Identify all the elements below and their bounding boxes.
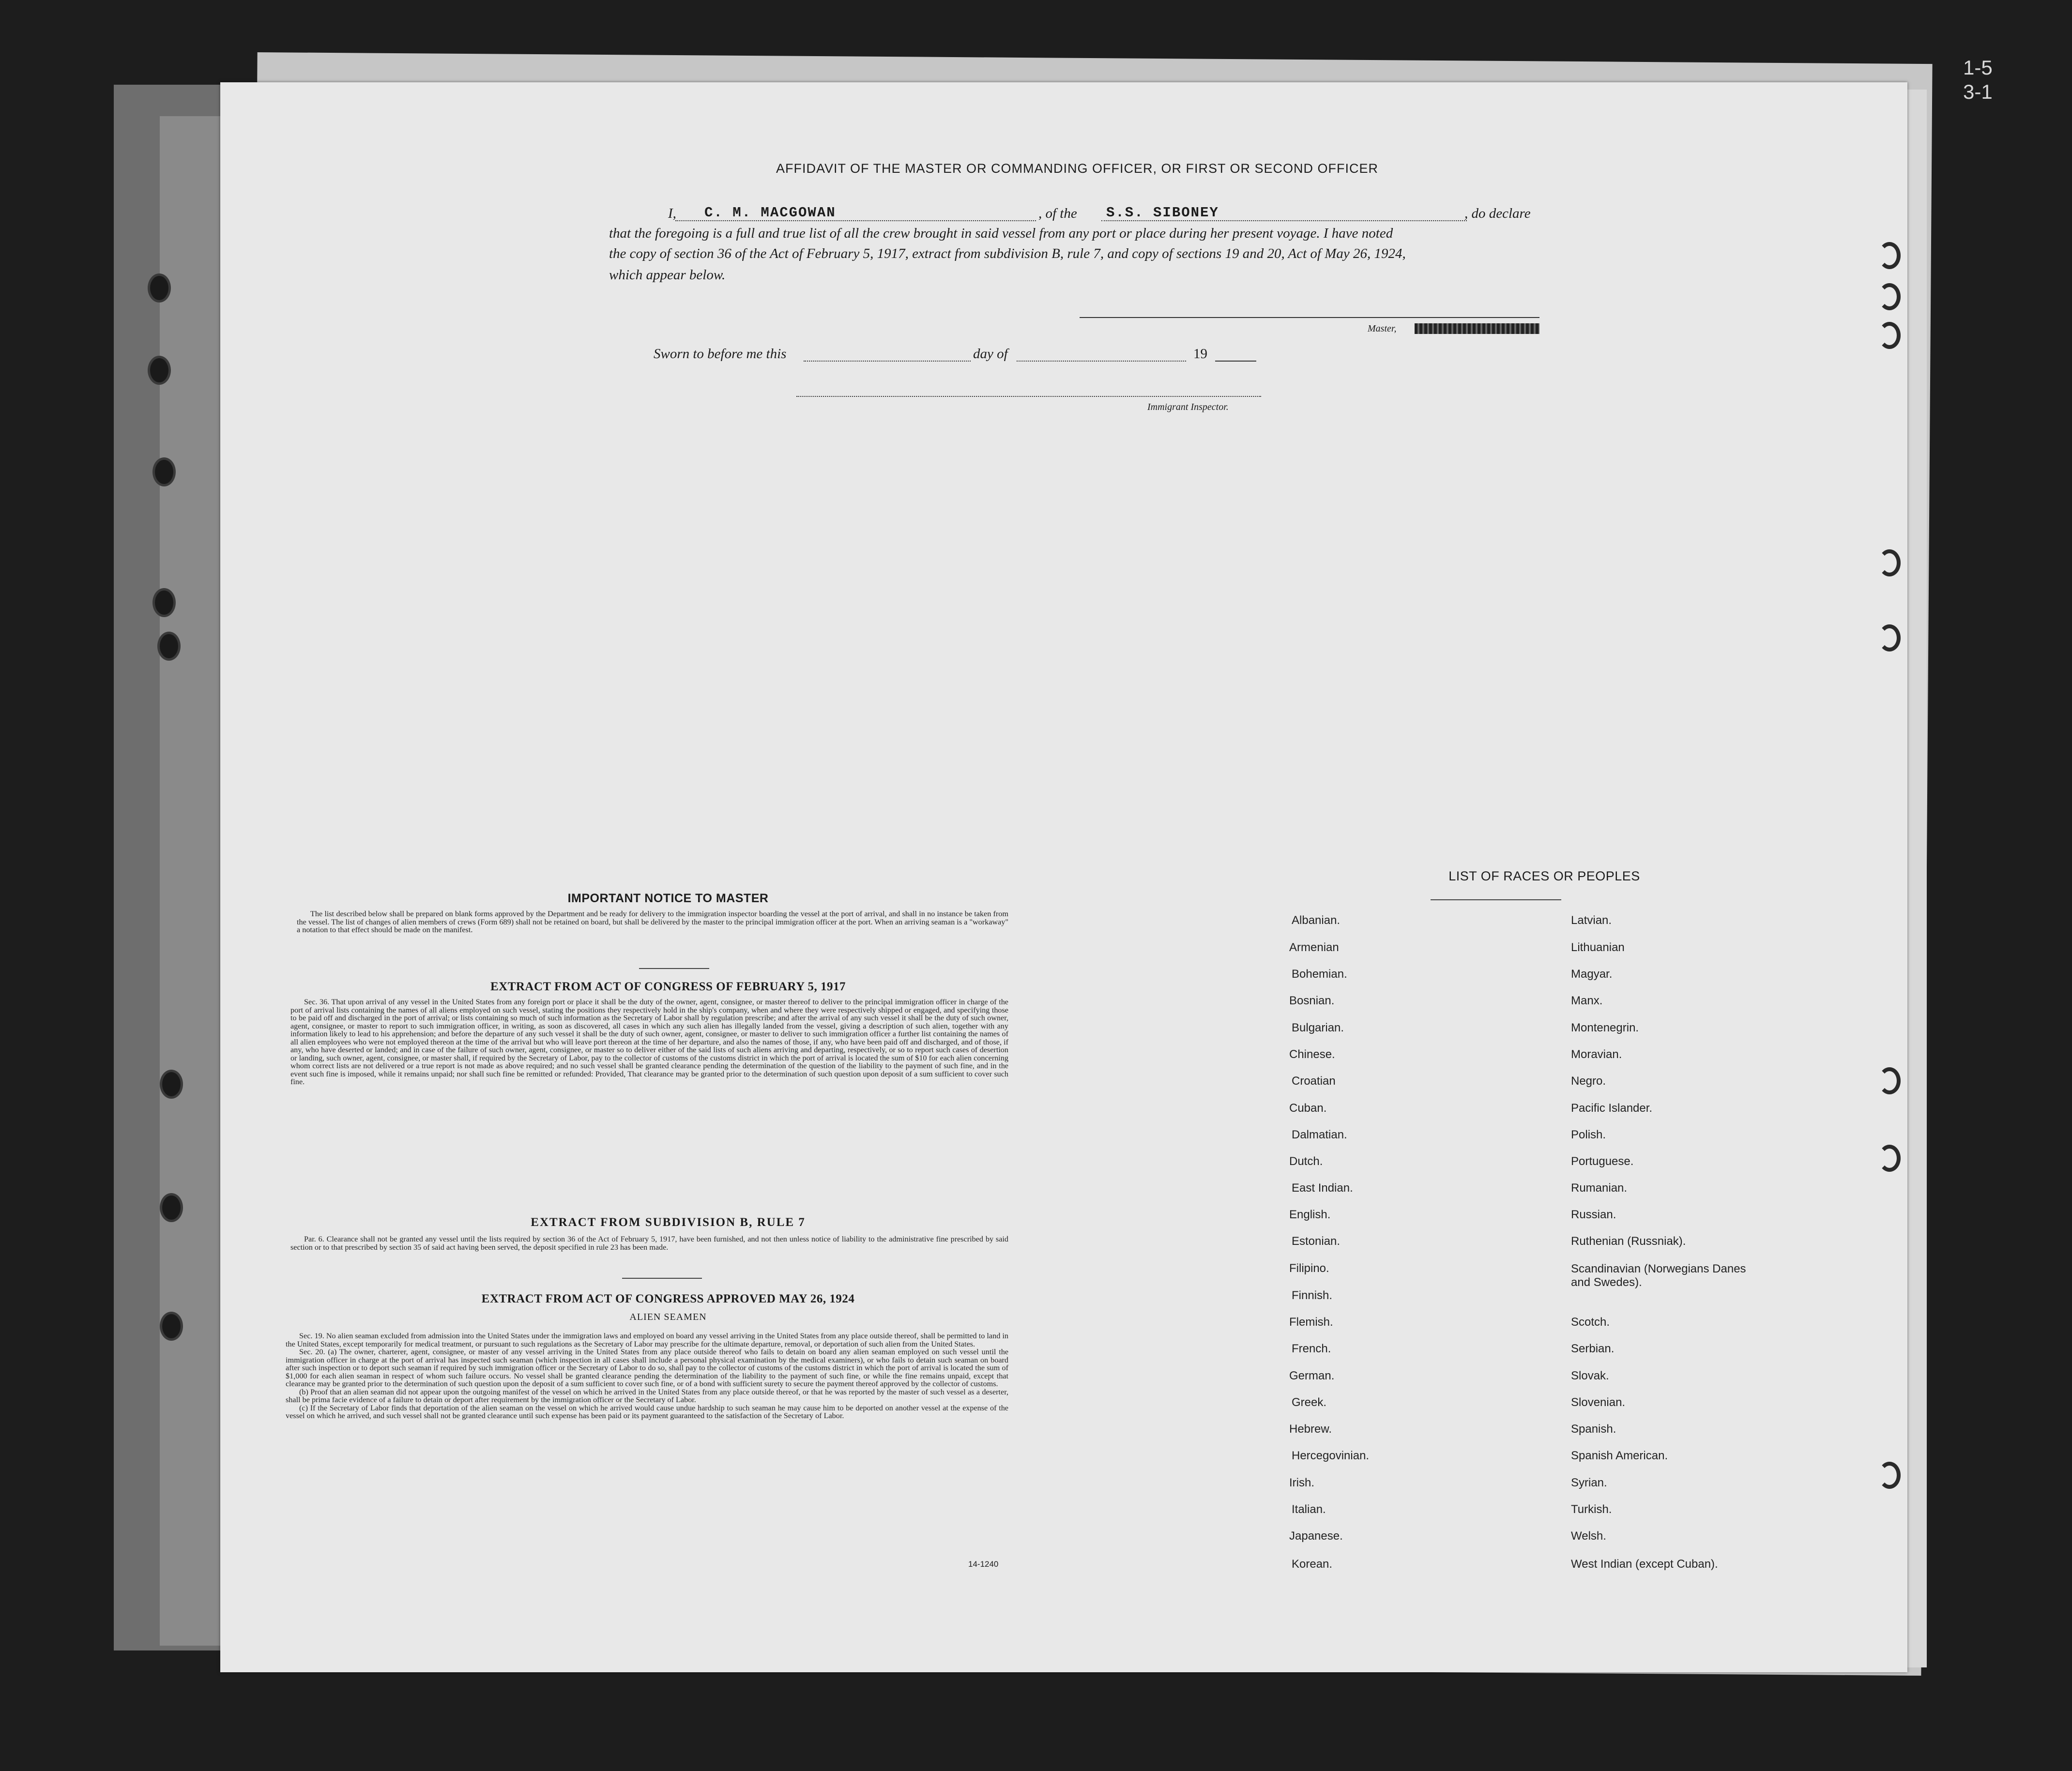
race-item: Spanish American. xyxy=(1571,1449,1668,1462)
affidavit-title: AFFIDAVIT OF THE MASTER OR COMMANDING OFFICER, OR FIRST OR SECOND OFFICER xyxy=(776,161,1379,176)
binder-hole xyxy=(152,588,176,617)
notice-paragraph: The list described below shall be prepared on blank forms approved by the Department and be ready for delivery to the immigration inspector boarding the vessel at the port of arrival, and shall in no instance be taken from the vessel. The list of changes of alien members of crews (Form 689) shall not be retained on board, but shall be delivered by the master to the principal immigration officer at the port. When an arriving seaman is a "workaway" a notation to that effect should be made on the manifest. xyxy=(297,909,1008,934)
race-item: Irish. xyxy=(1289,1476,1315,1489)
binder-hole xyxy=(160,1193,183,1222)
race-item: Montenegrin. xyxy=(1571,1021,1639,1034)
do-declare-text: , do declare xyxy=(1464,206,1531,221)
vessel-name-line xyxy=(1101,220,1467,221)
binder-ring xyxy=(1878,624,1901,651)
act-1917-text xyxy=(290,998,1008,1086)
declaration-prefix: I, xyxy=(668,206,676,221)
race-item: Scandinavian (Norwegians Danes and Swedes). xyxy=(1571,1262,1746,1289)
act-1924-title: EXTRACT FROM ACT OF CONGRESS APPROVED MAY 26, 1924 xyxy=(481,1292,855,1305)
race-item: Bosnian. xyxy=(1289,994,1335,1007)
race-item: Portuguese. xyxy=(1571,1155,1634,1168)
binder-ring xyxy=(1878,242,1901,269)
binder-hole xyxy=(160,1312,183,1341)
master-name: C. M. MACGOWAN xyxy=(704,205,836,221)
race-item: Magyar. xyxy=(1571,968,1613,981)
rule-7-text xyxy=(290,1235,1008,1251)
race-item: Rumanian. xyxy=(1571,1181,1628,1195)
act-1917-paragraph: Sec. 36. That upon arrival of any vessel in the United States from any foreign port or place it shall be the duty of the owner, agent, consignee, or master thereof to deliver to the principal immigration officer in charge of the port of arrival lists containing the names of all aliens employed on such vessel, stating the positions they respectively hold in the ship's company, when and where they were respectively shipped or engaged, and specifying those to be paid off and discharged in the port of arrival; or lists containing so much of such information as the Secretary of Labor shall by regulation prescribe; and after the arrival of any such vessel it shall be the duty of such owner, agent, consignee, or master to report to such immigration officer, in writing, as soon as discovered, all cases in which any such alien has illegally landed from the vessel, giving a description of such alien, together with any information likely to lead to his apprehension; and before the departure of any such vessel it shall be the duty of such owner, agent, consignee, or master to deliver to such immigration officer a further list containing the names of all alien employees who were not employed thereon at the time of the arrival but who will leave port thereon at the time of her departure, and also the names of those, if any, who have been paid off and discharged, and of those, if any, who have deserted or landed; and in case of the failure of such owner, agent, consignee, or master so to deliver either of the said lists of such aliens arriving and departing, respectively, or so to report such cases of desertion or landing, such owner, agent, consignee, or master shall, if required by the Secretary of Labor, pay to the collector of customs of the customs district in which the port of arrival is located the sum of $10 for each alien concerning whom correct lists are not delivered or a true report is not made as above required; and no such vessel shall be granted clearance pending the determination of the question of the liability to the payment of such fine, and in the event such fine is imposed, while it remains unpaid; nor shall such fine be remitted or refunded: Provided, That clearance may be granted prior to the determination of such question upon deposit of a sum sufficient to cover such fine. xyxy=(290,998,1008,1086)
race-item: Finnish. xyxy=(1292,1289,1333,1302)
race-item: Estonian. xyxy=(1292,1235,1341,1248)
race-item: German. xyxy=(1289,1369,1335,1382)
race-item: Turkish. xyxy=(1571,1503,1612,1516)
race-item: East Indian. xyxy=(1292,1181,1353,1195)
act-1924-section-20b: (b) Proof that an alien seaman did not appear upon the outgoing manifest of the vessel on which he arrived in the United States from any place outside thereof, or that he was reported by the master of such vessel as a deserter, shall be prima facie evidence of a failure to detain or deport after requirement by the immigration officer or the Secretary of Labor. xyxy=(286,1387,1008,1404)
race-item: Albanian. xyxy=(1292,914,1341,927)
race-item: Spanish. xyxy=(1571,1423,1616,1436)
act-1917-title: EXTRACT FROM ACT OF CONGRESS OF FEBRUARY 5, 1917 xyxy=(490,980,846,993)
race-item: Korean. xyxy=(1292,1558,1333,1571)
race-item: Croatian xyxy=(1292,1075,1336,1088)
struck-out-officer-text xyxy=(1415,323,1539,334)
race-item: Lithuanian xyxy=(1571,941,1625,954)
rule-7-divider xyxy=(622,1278,702,1279)
race-item: Negro. xyxy=(1571,1075,1606,1088)
corner-note-line1: 1-5 xyxy=(1963,56,1993,79)
act-1924-section-20c: (c) If the Secretary of Labor finds that deportation of the alien seaman on the vessel on which he arrived would cause undue hardship to such seaman he may cause him to be deported on another vessel at the expense of the vessel on which he arrived, and such vessel shall not be granted clearance until such expense has been paid or its payment guaranteed to the satisfaction of the Secretary of Labor. xyxy=(286,1403,1008,1420)
race-item: French. xyxy=(1292,1342,1331,1355)
binder-ring xyxy=(1878,549,1901,576)
race-item: English. xyxy=(1289,1208,1331,1221)
binder-hole xyxy=(160,1070,183,1099)
sworn-year-line xyxy=(1215,361,1256,362)
sworn-prefix: Sworn to before me this xyxy=(654,346,787,362)
race-item: Serbian. xyxy=(1571,1342,1615,1355)
binder-hole xyxy=(157,632,181,661)
corner-note-line2: 3-1 xyxy=(1963,80,1993,103)
declaration-line-4: which appear below. xyxy=(609,267,726,283)
race-item: Flemish. xyxy=(1289,1316,1333,1329)
race-item: Slovak. xyxy=(1571,1369,1609,1382)
notice-divider xyxy=(639,968,709,969)
race-item: Cuban. xyxy=(1289,1102,1327,1115)
races-title: LIST OF RACES OR PEOPLES xyxy=(1448,869,1640,883)
binder-hole xyxy=(148,356,171,385)
race-item: Russian. xyxy=(1571,1208,1616,1221)
binder-ring xyxy=(1878,1067,1901,1094)
year-prefix: 19 xyxy=(1193,346,1207,362)
race-item: Chinese. xyxy=(1289,1048,1335,1061)
corner-handwritten-note xyxy=(1963,56,1993,104)
race-item: Welsh. xyxy=(1571,1529,1606,1543)
rule-7-paragraph: Par. 6. Clearance shall not be granted any vessel until the lists required by section 36 of the Act of February 5, 1917, have been furnished, and not then unless notice of liability to the administrative fine prescribed by said section or to that prescribed by section 35 of said act having been served, the deposit specified in rule 23 has been made. xyxy=(290,1235,1008,1252)
act-1924-subtitle: ALIEN SEAMEN xyxy=(629,1312,707,1322)
binder-ring xyxy=(1878,1462,1901,1489)
sworn-line xyxy=(654,346,1283,365)
act-1924-text xyxy=(286,1332,1008,1420)
race-item: Ruthenian (Russniak). xyxy=(1571,1235,1686,1248)
race-item: Moravian. xyxy=(1571,1048,1622,1061)
race-item: Japanese. xyxy=(1289,1529,1343,1543)
race-item: Hebrew. xyxy=(1289,1423,1332,1436)
race-item: Italian. xyxy=(1292,1503,1326,1516)
sworn-month-line xyxy=(1017,361,1186,362)
notice-text xyxy=(297,910,1008,934)
master-label: Master, xyxy=(1368,323,1397,334)
race-item: Slovenian. xyxy=(1571,1396,1626,1409)
race-item: Pacific Islander. xyxy=(1571,1102,1653,1115)
binder-ring xyxy=(1878,322,1901,349)
act-1924-section-19: Sec. 19. No alien seaman excluded from admission into the United States under the immigration laws and employed on board any vessel arriving in the United States from any place outside thereof, shall be permitted to land in the United States, except temporarily for medical treatment, or pursuant to such regulations as the Secretary of Labor may prescribe for the ultimate departure, removal, or deportation of such alien from the United States. xyxy=(286,1332,1008,1348)
race-item: West Indian (except Cuban). xyxy=(1571,1558,1718,1571)
inspector-signature-line xyxy=(796,396,1261,397)
race-item: Bulgarian. xyxy=(1292,1021,1344,1034)
sworn-day-line xyxy=(804,361,971,362)
race-item: Scotch. xyxy=(1571,1316,1610,1329)
race-item: Polish. xyxy=(1571,1128,1606,1141)
race-item: Dalmatian. xyxy=(1292,1128,1347,1141)
master-name-line xyxy=(675,220,1036,221)
race-item: Armenian xyxy=(1289,941,1339,954)
races-title-divider xyxy=(1431,899,1561,900)
notice-title: IMPORTANT NOTICE TO MASTER xyxy=(567,892,769,905)
race-item: Hercegovinian. xyxy=(1292,1449,1370,1462)
rule-7-title: EXTRACT FROM SUBDIVISION B, RULE 7 xyxy=(531,1216,806,1229)
race-item: Dutch. xyxy=(1289,1155,1323,1168)
binder-hole xyxy=(152,457,176,486)
binder-hole xyxy=(148,273,171,303)
declaration-line-2: that the foregoing is a full and true list of all the crew brought in said vessel from any port or place during her present voyage. I have noted xyxy=(609,226,1393,241)
race-item: Manx. xyxy=(1571,994,1603,1007)
race-item: Bohemian. xyxy=(1292,968,1347,981)
race-item: Greek. xyxy=(1292,1396,1327,1409)
race-item: Filipino. xyxy=(1289,1262,1329,1275)
binder-ring xyxy=(1878,1145,1901,1172)
form-number: 14-1240 xyxy=(968,1559,999,1569)
declaration-line-3: the copy of section 36 of the Act of February 5, 1917, extract from subdivision B, rule 7, and copy of sections 19 and 20, Act of May 26, 1924, xyxy=(609,246,1406,261)
of-the-text: , of the xyxy=(1038,206,1077,221)
race-item: Latvian. xyxy=(1571,914,1612,927)
binder-ring xyxy=(1878,283,1901,310)
declaration-line-1 xyxy=(668,206,1539,225)
race-item: Syrian. xyxy=(1571,1476,1607,1489)
day-of-text: day of xyxy=(973,346,1008,362)
act-1924-section-20a: Sec. 20. (a) The owner, charterer, agent, consignee, or master of any vessel arriving in the United States from any place outside thereof who fails to detain on board any alien seaman employed on such vessel until the immigration officer in charge at the port of arrival has inspected such seaman (which inspection in all cases shall include a personal physical examination by the medical examiners), or who fails to detain such seaman on board after such inspection or to deport such seaman if required by such immigration officer or the Secretary of Labor to do so, shall pay to the collector of customs of the customs district in which the port of arrival is located the sum of $1,000 for each alien seaman in respect of whom such failure occurs. No vessel shall be granted clearance pending the determination of the liability to the payment of such fine, or while the fine remains unpaid, except that clearance may be granted prior to the determination of such question upon the deposit of a sum sufficient to cover such fine, or of a bond with sufficient surety to secure the payment thereof approved by the collector of customs. xyxy=(286,1347,1008,1388)
inspector-label: Immigrant Inspector. xyxy=(1147,402,1229,412)
vessel-name: S.S. SIBONEY xyxy=(1106,205,1219,221)
master-signature-line xyxy=(1080,317,1539,318)
